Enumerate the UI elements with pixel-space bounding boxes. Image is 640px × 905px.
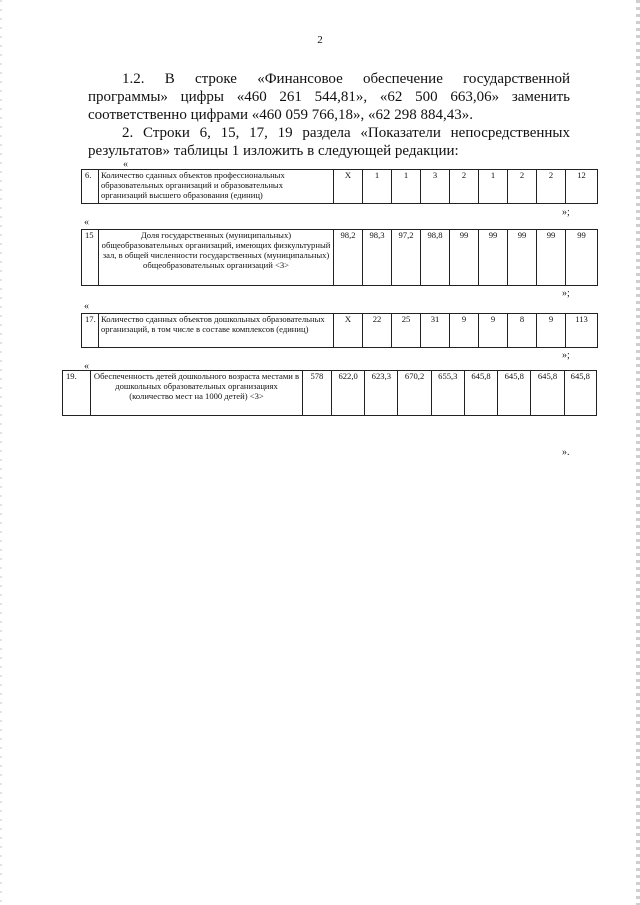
row-value: Х bbox=[334, 314, 363, 348]
row-number: 17. bbox=[82, 314, 99, 348]
row-value: 645,8 bbox=[464, 371, 497, 416]
close-quote-row-15: »; bbox=[562, 288, 570, 299]
paragraph-2-line-1: 2. Строки 6, 15, 17, 19 раздела «Показатели непосредственных bbox=[122, 125, 570, 141]
row-value: 99 bbox=[537, 230, 566, 286]
row-number: 6. bbox=[82, 170, 99, 204]
scan-edge-left bbox=[0, 0, 2, 905]
row-value: 622,0 bbox=[332, 371, 365, 416]
open-quote-row-15: « bbox=[84, 217, 89, 228]
row-value: 25 bbox=[392, 314, 421, 348]
open-quote-row-6: « bbox=[123, 159, 128, 170]
row-value: 670,2 bbox=[398, 371, 431, 416]
row-value: 2 bbox=[508, 170, 537, 204]
row-value: Х bbox=[334, 170, 363, 204]
row-value: 1 bbox=[363, 170, 392, 204]
row-value: 98,3 bbox=[363, 230, 392, 286]
row-value: 2 bbox=[537, 170, 566, 204]
scan-edge-right bbox=[636, 0, 640, 905]
table-row-17 bbox=[81, 313, 598, 348]
row-number: 19. bbox=[63, 371, 91, 416]
row-value: 22 bbox=[363, 314, 392, 348]
row-value: 97,2 bbox=[392, 230, 421, 286]
row-value: 98,8 bbox=[421, 230, 450, 286]
open-quote-row-17: « bbox=[84, 301, 89, 312]
table-row-6 bbox=[81, 169, 598, 204]
row-value: 99 bbox=[566, 230, 598, 286]
row-value: 12 bbox=[566, 170, 598, 204]
row-value: 578 bbox=[302, 371, 331, 416]
paragraph-2-line-2: результатов» таблицы 1 изложить в следующей редакции: bbox=[88, 143, 459, 159]
close-quote-row-17: »; bbox=[562, 350, 570, 361]
row-value: 623,3 bbox=[365, 371, 398, 416]
row-value: 645,8 bbox=[498, 371, 531, 416]
page-number: 2 bbox=[317, 34, 323, 46]
paragraph-1-line-1: 1.2. В строке «Финансовое обеспечение государственной программы» цифры «460 261 544,81», «62 500 663,06» заменить bbox=[88, 71, 570, 105]
row-value: 2 bbox=[450, 170, 479, 204]
row-value: 645,8 bbox=[531, 371, 564, 416]
row-value: 655,3 bbox=[431, 371, 464, 416]
row-value: 99 bbox=[450, 230, 479, 286]
row-value: 9 bbox=[537, 314, 566, 348]
row-value: 99 bbox=[479, 230, 508, 286]
row-value: 1 bbox=[479, 170, 508, 204]
table-row-19 bbox=[62, 370, 597, 416]
close-quote-row-6: »; bbox=[562, 207, 570, 218]
row-value: 9 bbox=[479, 314, 508, 348]
open-quote-row-19: « bbox=[84, 361, 89, 372]
row-description: Доля государственных (муниципальных) общеобразовательных организаций, имеющих физкультурный зал, в общей численности государственных (муниципальных) общеобразовательных организаций <3> bbox=[99, 230, 334, 286]
row-description: Обеспеченность детей дошкольного возраста местами в дошкольных образовательных организациях (количество мест на 1000 детей) <3> bbox=[91, 371, 303, 416]
table-row-15 bbox=[81, 229, 598, 286]
row-value: 1 bbox=[392, 170, 421, 204]
row-value: 9 bbox=[450, 314, 479, 348]
row-value: 99 bbox=[508, 230, 537, 286]
row-value: 98,2 bbox=[334, 230, 363, 286]
row-value: 3 bbox=[421, 170, 450, 204]
row-description: Количество сданных объектов профессиональных образовательных организаций и образовательных организаций высшего образования (единиц) bbox=[99, 170, 334, 204]
row-number: 15 bbox=[82, 230, 99, 286]
row-description: Количество сданных объектов дошкольных образовательных организаций, в том числе в составе комплексов (единиц) bbox=[99, 314, 334, 348]
row-value: 31 bbox=[421, 314, 450, 348]
row-value: 645,8 bbox=[564, 371, 596, 416]
row-value: 8 bbox=[508, 314, 537, 348]
close-quote-row-19: ». bbox=[562, 447, 570, 458]
row-value: 113 bbox=[566, 314, 598, 348]
paragraph-1-line-2: соответственно цифрами «460 059 766,18», «62 298 884,43». bbox=[88, 107, 474, 123]
